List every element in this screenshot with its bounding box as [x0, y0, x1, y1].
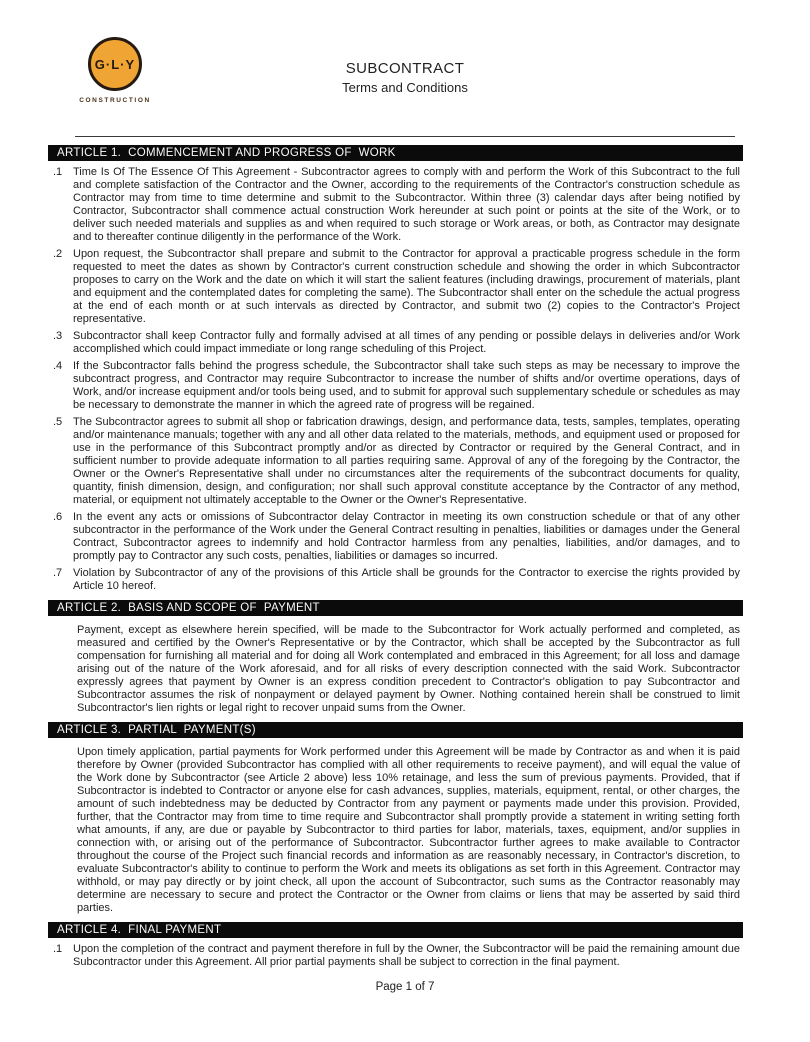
paragraph-text: Violation by Subcontractor of any of the provisions of this Article shall be grounds for the Contractor to exercise the rights provided by Article 10 hereof. [73, 567, 740, 592]
paragraph-number: .5 [53, 416, 63, 428]
paragraph-number: .6 [53, 511, 63, 523]
paragraph-text: If the Subcontractor falls behind the progress schedule, the Subcontractor shall take such steps as may be necessary to improve the subcontract progress, and Contractor may require Subcontractor to increase the number of shifts and/or overtime operations, days of Work, and/or increase equipment and/or tools being used, and to submit for approval such supplementary schedule or schedules as may be necessary to demonstrate the manner in which the agreed rate of progress will be regained. [73, 360, 740, 411]
paragraph-text: Upon request, the Subcontractor shall prepare and submit to the Contractor for approval a practicable progress schedule in the form requested to meet the dates as shown by Contractor's current construction schedule and showing the order in which Subcontractor proposes to carry on the Work and the date on which it will start the salient features (including drawings, procurement of materials, plant and equipment and the contemplated dates for completing the same). The Subcontractor shall enter on the schedule the actual progress at the end of each month or at such intervals as directed by Contractor, and submit two (2) copies to the Contractor's Project representative. [73, 248, 740, 325]
article-3 [48, 722, 743, 915]
paragraph-text: Time Is Of The Essence Of This Agreement - Subcontractor agrees to comply with and perform the Work of this Subcontract to the full and complete satisfaction of the Contractor and the Owner, according to the requirements of the Contractor's construction schedule as Contractor may from time to time determine and submit to the Subcontractor. Within three (3) calendar days after being notified by Contractor, Subcontractor shall commence actual construction Work hereunder at such point or points at the site of the Work, or to deliver such needed materials and supplies as and when required to such storage or Work areas, or both, as Contractor may designate and to thereafter continue diligently in the performance of the Work. [73, 166, 740, 243]
article-4-heading: ARTICLE 4. FINAL PAYMENT [48, 922, 743, 938]
article-1-paragraph-6 [48, 511, 743, 563]
article-1 [48, 145, 743, 593]
article-4-paragraph-1 [48, 943, 743, 969]
paragraph-text: The Subcontractor agrees to submit all shop or fabrication drawings, design, and performance data, tests, samples, templates, operating and/or maintenance manuals; together with any and all other data related to the materials, methods, and equipment used or proposed for use in the performance of this Subcontract promptly and/or as directed by Contractor or required by the General Contract, and in sufficient number to provide adequate information to all parties requiring same. Approval of any of the foregoing by the Contractor, the Owner or the Owner's Representative shall under no circumstances alter the requirements of the subcontract documents for quality, quantity, finish dimension, design, and configuration; nor shall such approval constitute acceptance by the Contractor of any method, material, or equipment not ultimately acceptable to the Owner or the Owner's Representative. [73, 416, 740, 506]
article-3-heading: ARTICLE 3. PARTIAL PAYMENT(S) [48, 722, 743, 738]
document-title: SUBCONTRACT [345, 60, 465, 77]
paragraph-text: In the event any acts or omissions of Subcontractor delay Contractor in meeting its own construction schedule or that of any other subcontractor in the performance of the Work under the General Contract resulting in penalties, liabilities or damages under the General Contract, Subcontractor agrees to indemnify and hold Contractor harmless from any penalties, liabilities, and/or damages, and to promptly pay to Contractor any such costs, penalties, liabilities or damages so incurred. [73, 511, 740, 562]
paragraph-text: Upon the completion of the contract and payment therefore in full by the Owner, the Subcontractor will be paid the remaining amount due Subcontractor under this Agreement. All prior partial payments shall be subject to correction in the final payment. [73, 943, 740, 968]
article-2-heading: ARTICLE 2. BASIS AND SCOPE OF PAYMENT [48, 600, 743, 616]
paragraph-number: .4 [53, 360, 63, 372]
page-number-label: Page 1 of 7 [375, 981, 435, 993]
article-4 [48, 922, 743, 969]
document-body [48, 145, 743, 973]
paragraph-number: .7 [53, 567, 63, 579]
paragraph-number: .2 [53, 248, 63, 260]
paragraph-text: Subcontractor shall keep Contractor fully and formally advised at all times of any pending or possible delays in deliveries and/or Work accomplished which could impact immediate or long range scheduling of this Project. [73, 330, 740, 355]
article-1-paragraph-4 [48, 360, 743, 412]
logo-caption: CONSTRUCTION [79, 97, 151, 104]
paragraph-number: .1 [53, 943, 63, 955]
paragraph-text: Upon timely application, partial payments for Work performed under this Agreement will be made by Contractor as and when it is paid therefore by Owner (provided Subcontractor has complied with all other requirements to receive payment), and will equal the value of the Work done by Subcontractor (see Article 2 above) less 10% retainage, and less the sum of previous payments. Provided, that if Subcontractor is indebted to Contractor or anyone else for cash advances, supplies, materials, equipment, rental, or other charges, the amount of such indebtedness may be deducted by Contractor from any payment or payments made under this provision. Provided, further, that the Contractor may from time to time require and Subcontractor shall promptly provide a statement in writing setting forth what amounts, if any, are due or payable by Subcontractor to third parties for labor, materials, taxes, equipment, and/or supplies in connection with, or arising out of the performance of Subcontractor. Subcontractor further agrees to make available to Contractor throughout the course of the Project such financial records and information as are reasonably necessary, in Contractor's discretion, to evaluate Subcontractor's ability to continue to perform the Work and meets its obligations as set forth in this Agreement. Contractor may withhold, or may pay directly or by joint check, all upon the account of Subcontractor, such sums as the Contractor reasonably may determine are necessary to secure and protect the Contractor or the Owner from claims or liens that may be asserted by said third parties. [77, 746, 740, 914]
logo-initials: G·L·Y [94, 56, 136, 72]
document-title-block [0, 60, 810, 95]
document-subtitle: Terms and Conditions [342, 80, 468, 95]
article-1-paragraph-3 [48, 330, 743, 356]
article-2 [48, 600, 743, 715]
article-1-paragraph-7 [48, 567, 743, 593]
header-divider [75, 136, 735, 137]
article-2-paragraph-1 [48, 624, 743, 715]
article-1-heading: ARTICLE 1. COMMENCEMENT AND PROGRESS OF WORK [48, 145, 743, 161]
paragraph-number: .1 [53, 166, 63, 178]
article-3-paragraph-1 [48, 746, 743, 915]
article-1-paragraph-1 [48, 166, 743, 244]
article-1-paragraph-2 [48, 248, 743, 326]
article-1-paragraph-5 [48, 416, 743, 507]
paragraph-text: Payment, except as elsewhere herein specified, will be made to the Subcontractor for Work actually performed and completed, as measured and certified by the Owner's Representative or by the Contractor, which shall be accepted by the Subcontractor as full compensation for furnishing all material and for doing all Work contemplated and embraced in this Agreement; for all loss and damage arising out of the nature of the Work aforesaid, and for all risks of every description connected with the said Work. Subcontractor expressly agrees that payment by Owner is an express condition precedent to Contractor's obligation to pay Subcontractor and Subcontractor assumes the risk of nonpayment or delayed payment by Owner. Nothing contained herein shall be construed to limit Subcontractor's lien rights or legal right to recover unpaid sums from the Owner. [77, 624, 740, 714]
paragraph-number: .3 [53, 330, 63, 342]
